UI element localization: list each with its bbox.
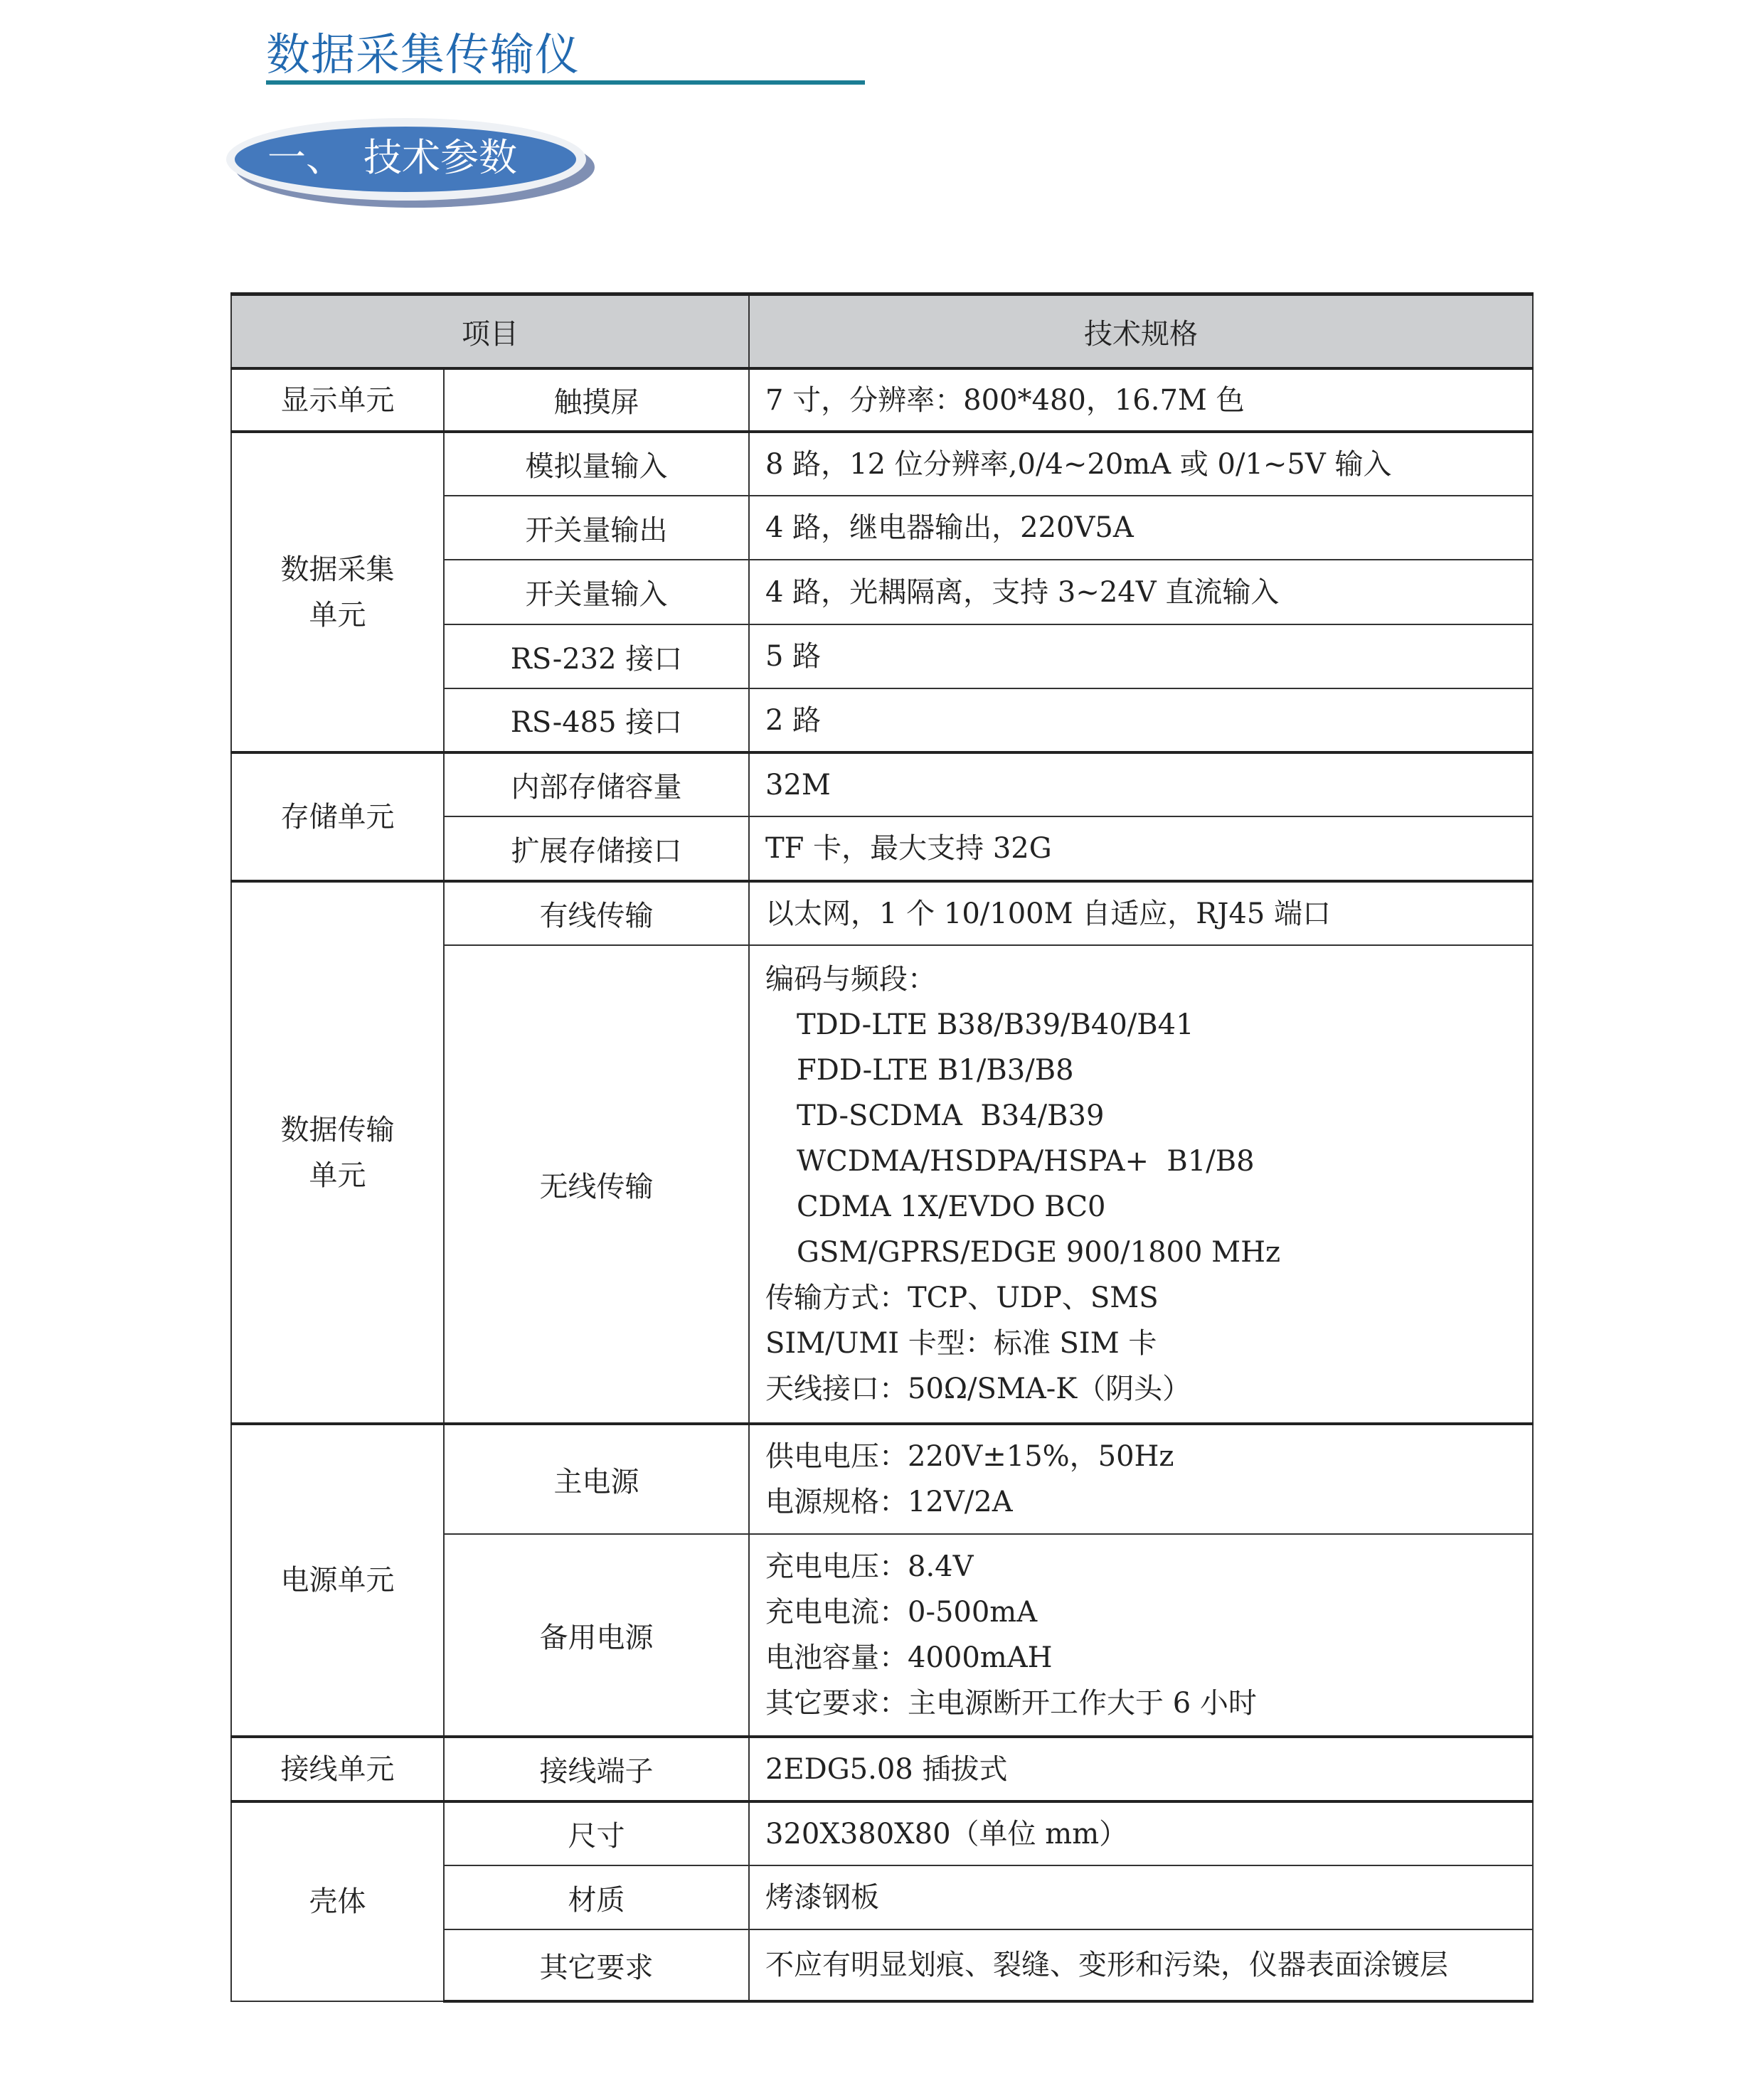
spec-value: 2EDG5.08 插拔式 <box>749 1737 1533 1801</box>
spec-value: 8 路，12 位分辨率,0/4~20mA 或 0/1~5V 输入 <box>749 432 1533 496</box>
item-label: 其它要求 <box>444 1929 749 2001</box>
table-row <box>231 881 1533 945</box>
table-row <box>231 752 1533 816</box>
item-label: 扩展存储接口 <box>444 816 749 881</box>
document-title: 数据采集传输仪 <box>266 28 580 80</box>
spec-line: 编码与频段： <box>765 963 936 996</box>
spec-line: GSM/GPRS/EDGE 900/1800 MHz <box>797 1236 1281 1269</box>
table-row <box>231 1737 1533 1801</box>
table-row <box>231 1801 1533 1865</box>
spec-line: 天线接口：50Ω/SMA-K（阴头） <box>765 1373 1191 1405</box>
spec-line: TDD-LTE B38/B39/B40/B41 <box>797 1008 1194 1041</box>
spec-line: 电源规格：12V/2A <box>765 1486 1013 1518</box>
spec-value: 2 路 <box>749 688 1533 752</box>
group-label-line: 数据采集 <box>280 553 395 586</box>
spec-line: 传输方式：TCP、UDP、SMS <box>765 1282 1159 1314</box>
spec-value-list <box>749 1424 1533 1534</box>
item-label: 有线传输 <box>444 881 749 945</box>
spec-table <box>230 292 1534 2003</box>
spec-value: 7 寸，分辨率：800*480，16.7M 色 <box>749 368 1533 432</box>
group-data-transmission-unit <box>231 881 444 1424</box>
item-label: 触摸屏 <box>444 368 749 432</box>
group-power-unit: 电源单元 <box>231 1424 444 1737</box>
group-label-line: 数据传输 <box>280 1113 395 1146</box>
item-label: 备用电源 <box>444 1534 749 1737</box>
spec-line: 供电电压：220V±15%，50Hz <box>765 1440 1174 1473</box>
table-header-row <box>231 294 1533 369</box>
table-row <box>231 1424 1533 1534</box>
group-data-acquisition-unit <box>231 432 444 752</box>
spec-line: 充电电压：8.4V <box>765 1550 974 1583</box>
header-item: 项目 <box>231 294 749 369</box>
group-storage-unit: 存储单元 <box>231 752 444 881</box>
spec-value: 以太网，1 个 10/100M 自适应，RJ45 端口 <box>749 881 1533 945</box>
item-label: 内部存储容量 <box>444 752 749 816</box>
header-spec: 技术规格 <box>749 294 1533 369</box>
title-underline <box>266 80 865 85</box>
spec-line: SIM/UMI 卡型：标准 SIM 卡 <box>765 1327 1157 1360</box>
spec-value-list <box>749 945 1533 1424</box>
section-heading: 一、 技术参数 <box>267 135 517 180</box>
spec-line: 电池容量：4000mAH <box>765 1641 1053 1674</box>
group-display-unit: 显示单元 <box>231 368 444 432</box>
item-label: RS-232 接口 <box>444 624 749 688</box>
group-wiring-unit: 接线单元 <box>231 1737 444 1801</box>
item-label: 材质 <box>444 1865 749 1929</box>
item-label: 无线传输 <box>444 945 749 1424</box>
item-label: 开关量输入 <box>444 560 749 624</box>
item-label: 接线端子 <box>444 1737 749 1801</box>
spec-value: 32M <box>749 752 1533 816</box>
item-label: 主电源 <box>444 1424 749 1534</box>
spec-value: TF 卡，最大支持 32G <box>749 816 1533 881</box>
item-label: RS-485 接口 <box>444 688 749 752</box>
spec-line: WCDMA/HSDPA/HSPA+ B1/B8 <box>797 1145 1255 1178</box>
spec-line: FDD-LTE B1/B3/B8 <box>797 1054 1074 1087</box>
spec-value: 不应有明显划痕、裂缝、变形和污染，仪器表面涂镀层 <box>749 1929 1533 2001</box>
item-label: 尺寸 <box>444 1801 749 1865</box>
spec-value-list <box>749 1534 1533 1737</box>
group-enclosure: 壳体 <box>231 1801 444 2001</box>
spec-value: 4 路，继电器输出，220V5A <box>749 496 1533 560</box>
spec-value: 4 路，光耦隔离，支持 3~24V 直流输入 <box>749 560 1533 624</box>
group-label-line: 单元 <box>309 598 366 632</box>
group-label-line: 单元 <box>309 1159 366 1192</box>
item-label: 开关量输出 <box>444 496 749 560</box>
item-label: 模拟量输入 <box>444 432 749 496</box>
spec-line: 充电电流：0-500mA <box>765 1596 1038 1629</box>
spec-value: 烤漆钢板 <box>749 1865 1533 1929</box>
section-heading-badge <box>226 114 596 210</box>
spec-line: CDMA 1X/EVDO BC0 <box>797 1191 1106 1223</box>
spec-value: 320X380X80（单位 mm） <box>749 1801 1533 1865</box>
spec-line: 其它要求：主电源断开工作大于 6 小时 <box>765 1687 1257 1720</box>
table-row <box>231 432 1533 496</box>
spec-line: TD-SCDMA B34/B39 <box>797 1099 1105 1132</box>
table-row <box>231 368 1533 432</box>
spec-value: 5 路 <box>749 624 1533 688</box>
